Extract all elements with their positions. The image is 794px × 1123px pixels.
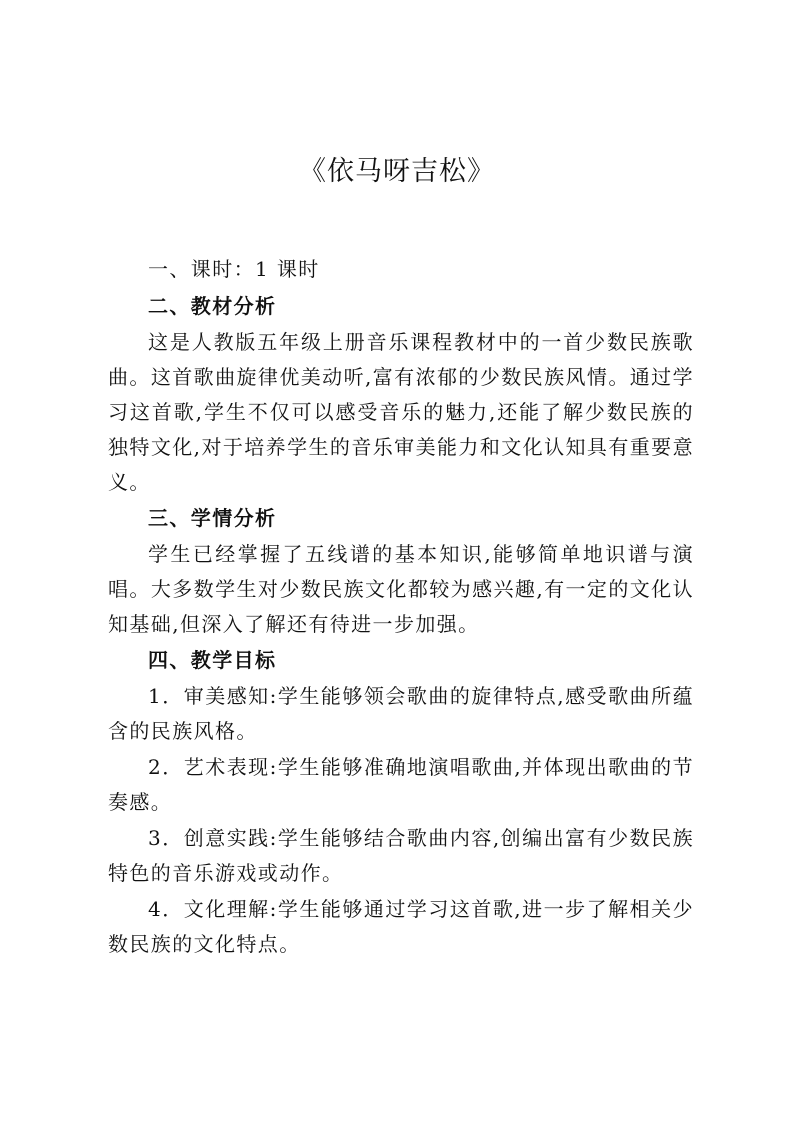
objective-item-cultural-understanding: 4．文化理解:学生能够通过学习这首歌,进一步了解相关少数民族的文化特点。 xyxy=(108,897,694,956)
document-body xyxy=(108,252,694,963)
section-heading-student-analysis: 三、学情分析 xyxy=(148,506,277,530)
lesson-hours-line: 一、课时：1 课时 xyxy=(148,257,320,281)
objective-item-aesthetic-perception: 1．审美感知:学生能够领会歌曲的旋律特点,感受歌曲所蕴含的民族风格。 xyxy=(108,684,694,743)
section-heading-textbook-analysis: 二、教材分析 xyxy=(148,294,277,318)
paragraph-textbook-analysis: 这是人教版五年级上册音乐课程教材中的一首少数民族歌曲。这首歌曲旋律优美动听,富有浓郁的少数民族风情。通过学习这首歌,学生不仅可以感受音乐的魅力,还能了解少数民族的独特文化,对于培养学生的音乐审美能力和文化认知具有重要意义。 xyxy=(108,330,694,494)
document-title: 《依马呀吉松》 xyxy=(299,156,495,187)
objective-item-artistic-expression: 2．艺术表现:学生能够准确地演唱歌曲,并体现出歌曲的节奏感。 xyxy=(108,755,694,814)
section-heading-teaching-objectives: 四、教学目标 xyxy=(148,648,277,672)
objective-item-creative-practice: 3．创意实践:学生能够结合歌曲内容,创编出富有少数民族特色的音乐游戏或动作。 xyxy=(108,826,694,885)
paragraph-student-analysis: 学生已经掌握了五线谱的基本知识,能够简单地识谱与演唱。大多数学生对少数民族文化都较为感兴趣,有一定的文化认知基础,但深入了解还有待进一步加强。 xyxy=(108,542,694,636)
